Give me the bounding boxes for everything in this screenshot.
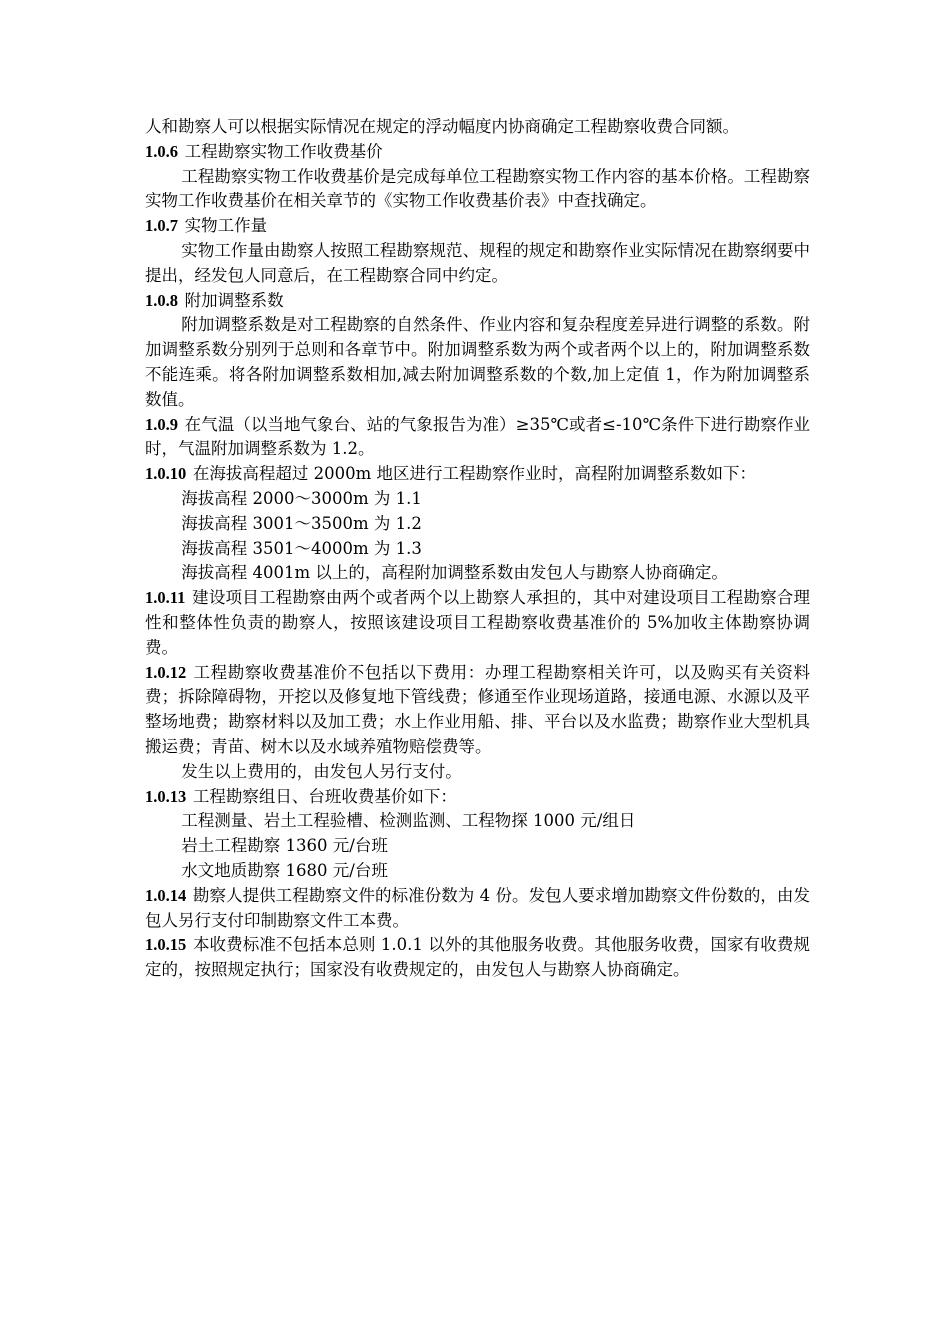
clause-1-0-11 xyxy=(145,586,810,660)
clause-1-0-7 xyxy=(145,214,810,239)
list-item: 岩土工程勘察 1360 元/台班 xyxy=(181,836,388,856)
paragraph: 实物工作量由勘察人按照工程勘察规范、规程的规定和勘察作业实际情况在勘察纲要中提出，经发包人同意后，在工程勘察合同中约定。 xyxy=(145,240,810,285)
clause-number: 1.0.6 xyxy=(145,141,178,161)
paragraph: 工程勘察实物工作收费基价是完成每单位工程勘察实物工作内容的基本价格。工程勘察实物工作收费基价在相关章节的《实物工作收费基价表》中查找确定。 xyxy=(145,166,810,211)
clause-text: 在海拔高程超过 2000m 地区进行工程勘察作业时，高程附加调整系数如下： xyxy=(192,464,756,484)
clause-number: 1.0.15 xyxy=(145,935,187,955)
paragraph: 发生以上费用的，由发包人另行支付。 xyxy=(181,761,462,781)
clause-text: 勘察人提供工程勘察文件的标准份数为 4 份。发包人要求增加勘察文件份数的，由发包人另行支付印制勘察文件工本费。 xyxy=(145,885,810,930)
clause-text: 本收费标准不包括本总则 1.0.1 以外的其他服务收费。其他服务收费，国家有收费规定的，按照规定执行；国家没有收费规定的，由发包人与勘察人协商确定。 xyxy=(145,935,810,980)
list-item: 工程测量、岩土工程验槽、检测监测、工程物探 1000 元/组日 xyxy=(181,811,636,831)
clause-text: 建设项目工程勘察由两个或者两个以上勘察人承担的，其中对建设项目工程勘察合理性和整体性负责的勘察人，按照该建设项目工程勘察收费基准价的 5%加收主体勘察协调费。 xyxy=(145,588,810,657)
clause-number: 1.0.8 xyxy=(145,290,178,310)
clause-title: 附加调整系数 xyxy=(184,290,284,310)
clause-1-0-9 xyxy=(145,413,810,463)
paragraph-continuation: 人和勘察人可以根据实际情况在规定的浮动幅度内协商确定工程勘察收费合同额。 xyxy=(145,117,739,136)
clause-number: 1.0.10 xyxy=(145,464,187,484)
clause-number: 1.0.7 xyxy=(145,216,178,236)
clause-title: 工程勘察实物工作收费基价 xyxy=(184,141,383,161)
clause-1-0-6 xyxy=(145,140,810,165)
clause-number: 1.0.14 xyxy=(145,885,187,905)
clause-1-0-14 xyxy=(145,884,810,934)
list-item: 海拔高程 3501～4000m 为 1.3 xyxy=(181,538,422,558)
list-item: 水文地质勘察 1680 元/台班 xyxy=(181,860,388,880)
clause-1-0-13 xyxy=(145,785,810,810)
clause-text: 工程勘察收费基准价不包括以下费用：办理工程勘察相关许可，以及购买有关资料费；拆除障碍物，开挖以及修复地下管线费；修通至作业现场道路，接通电源、水源以及平整场地费；勘察材料以及加工费；水上作业用船、排、平台以及水监费；勘察作业大型机具搬运费；青苗、树木以及水域养殖物赔偿费等。 xyxy=(145,662,810,756)
clause-1-0-10 xyxy=(145,462,810,487)
clause-number: 1.0.13 xyxy=(145,786,187,806)
clause-title: 实物工作量 xyxy=(184,216,268,236)
clause-1-0-8 xyxy=(145,289,810,314)
paragraph: 附加调整系数是对工程勘察的自然条件、作业内容和复杂程度差异进行调整的系数。附加调整系数分别列于总则和各章节中。附加调整系数为两个或者两个以上的，附加调整系数不能连乘。将各附加调整系数相加,减去附加调整系数的个数,加上定值 1，作为附加调整系数值。 xyxy=(145,315,810,409)
clause-text: 在气温（以当地气象台、站的气象报告为准）≥35℃或者≤-10℃条件下进行勘察作业时，气温附加调整系数为 1.2。 xyxy=(145,414,810,459)
list-item: 海拔高程 2000～3000m 为 1.1 xyxy=(181,488,422,508)
clause-1-0-12 xyxy=(145,661,810,760)
clause-number: 1.0.12 xyxy=(145,662,187,682)
clause-1-0-15 xyxy=(145,933,810,983)
list-item: 海拔高程 3001～3500m 为 1.2 xyxy=(181,513,422,533)
clause-text: 工程勘察组日、台班收费基价如下： xyxy=(192,786,457,806)
clause-number: 1.0.11 xyxy=(145,588,186,608)
document-body xyxy=(145,115,810,983)
clause-number: 1.0.9 xyxy=(145,414,178,434)
list-item: 海拔高程 4001m 以上的，高程附加调整系数由发包人与勘察人协商确定。 xyxy=(181,563,728,583)
